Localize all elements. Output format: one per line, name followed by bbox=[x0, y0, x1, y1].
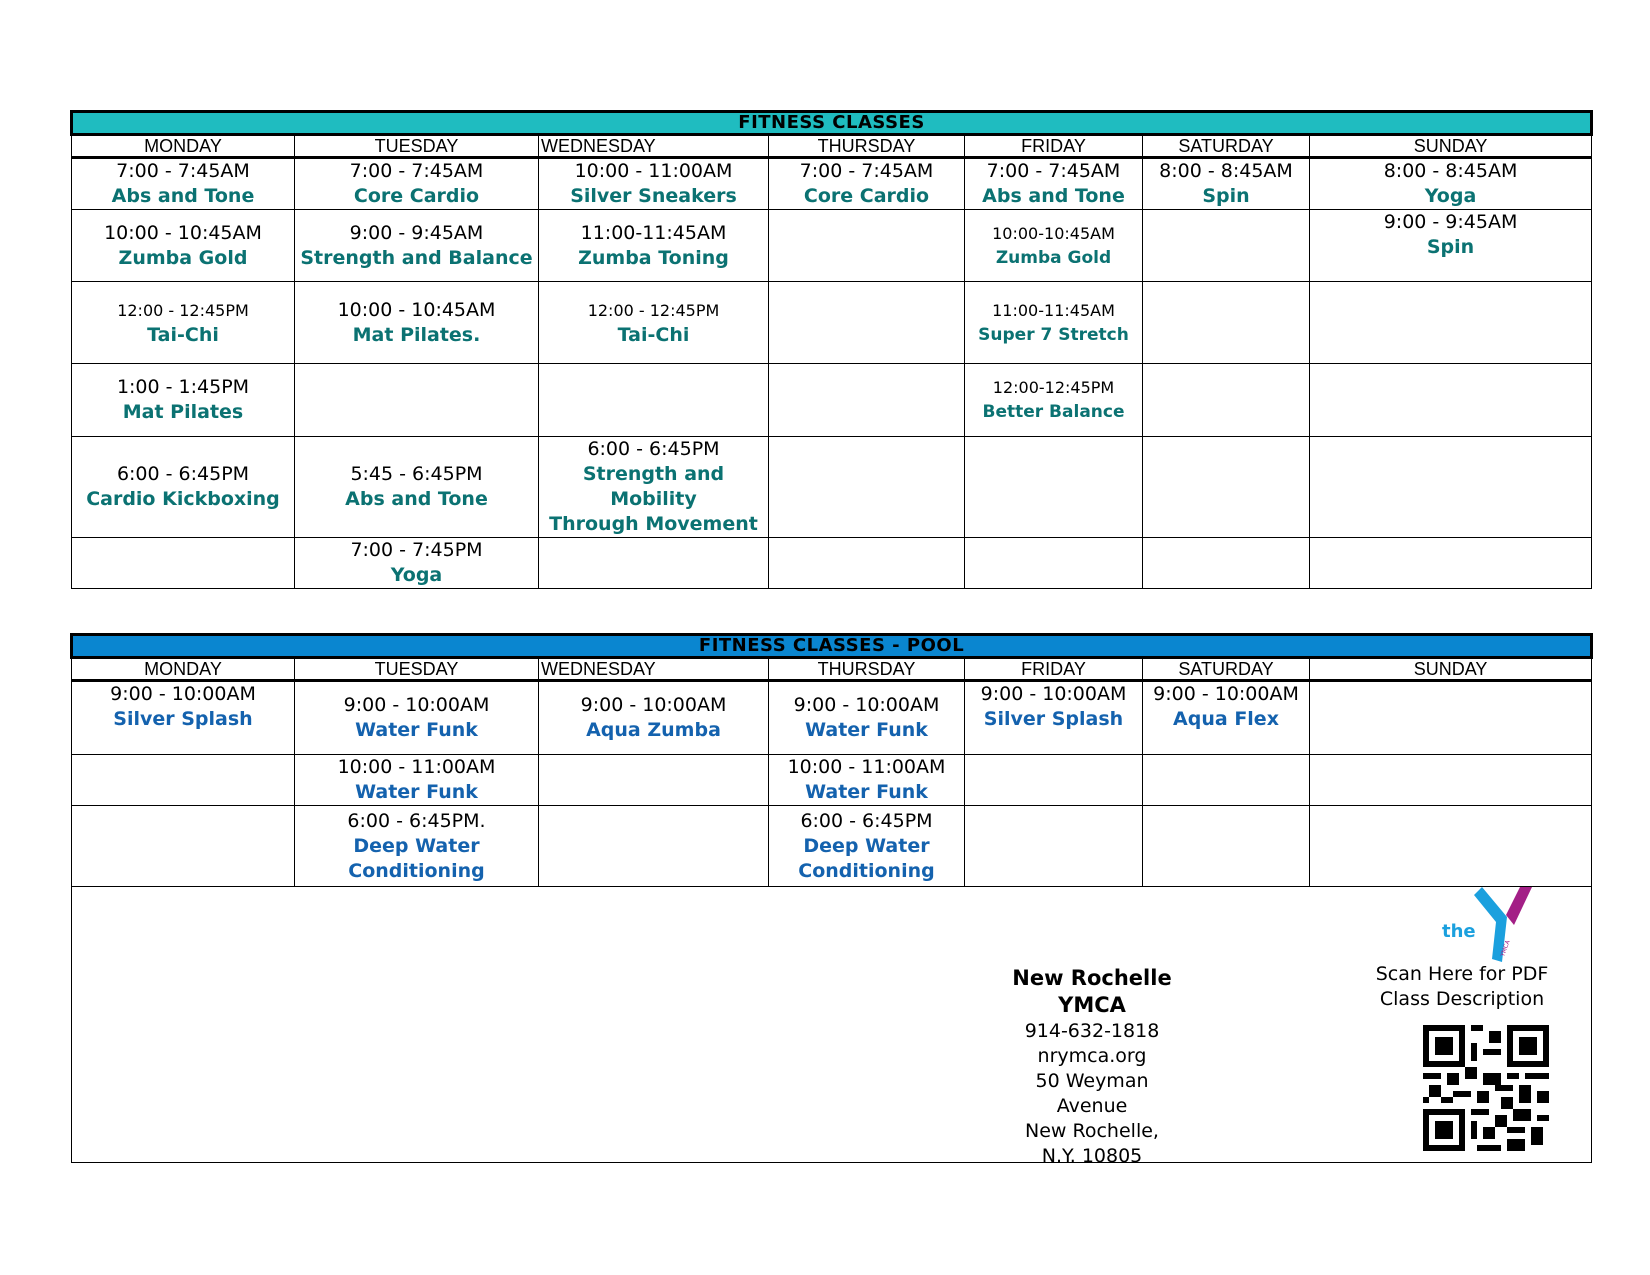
fitness-classes-table bbox=[70, 110, 1593, 589]
class-cell bbox=[72, 437, 295, 538]
empty-cell bbox=[1310, 282, 1592, 364]
class-name: Spin bbox=[1202, 185, 1250, 207]
empty-cell bbox=[72, 806, 295, 887]
class-cell bbox=[539, 681, 769, 755]
class-name: Core Cardio bbox=[803, 185, 930, 207]
class-cell bbox=[295, 755, 539, 806]
day-tuesday: TUESDAY bbox=[295, 658, 539, 681]
day-wednesday: WEDNESDAY bbox=[539, 658, 769, 681]
logo-text: the bbox=[1442, 921, 1476, 942]
empty-cell bbox=[1310, 437, 1592, 538]
class-name: Zumba Toning bbox=[578, 246, 729, 269]
table-row bbox=[72, 210, 1592, 282]
class-cell bbox=[965, 282, 1143, 364]
empty-cell bbox=[539, 538, 769, 589]
footer-panel bbox=[72, 887, 1592, 1163]
empty-cell bbox=[1310, 755, 1592, 806]
class-name: Aqua Flex bbox=[1173, 708, 1279, 730]
empty-cell bbox=[1143, 210, 1310, 282]
class-time: 10:00 - 11:00AM bbox=[574, 160, 733, 182]
day-monday: MONDAY bbox=[72, 135, 295, 158]
class-name: Spin bbox=[1426, 236, 1475, 258]
logo-small-text: YMCA bbox=[1499, 939, 1512, 958]
class-cell bbox=[72, 210, 295, 282]
day-saturday: SATURDAY bbox=[1143, 135, 1310, 158]
empty-cell bbox=[965, 755, 1143, 806]
pool-classes-table bbox=[70, 633, 1593, 1163]
class-name: Abs and Tone bbox=[111, 185, 255, 207]
class-cell bbox=[769, 681, 965, 755]
class-time: 6:00 - 6:45PM bbox=[587, 438, 720, 460]
class-name: Deep Water bbox=[353, 834, 480, 857]
class-name: Silver Splash bbox=[113, 708, 253, 730]
class-cell bbox=[965, 364, 1143, 437]
class-name: Strength and Mobility bbox=[582, 463, 725, 510]
org-name: YMCA bbox=[1058, 993, 1126, 1017]
class-time: 12:00-12:45PM bbox=[992, 378, 1115, 397]
scan-line: Class Description bbox=[1379, 988, 1545, 1010]
class-name: Zumba Gold bbox=[118, 246, 248, 269]
class-time: 9:00 - 9:45AM bbox=[349, 221, 484, 244]
class-cell bbox=[539, 282, 769, 364]
day-friday: FRIDAY bbox=[965, 135, 1143, 158]
table-row bbox=[72, 158, 1592, 210]
class-time: 12:00 - 12:45PM bbox=[117, 300, 249, 320]
class-name: Silver Sneakers bbox=[570, 185, 737, 207]
class-cell bbox=[295, 210, 539, 282]
class-name: Conditioning bbox=[348, 859, 485, 882]
class-cell bbox=[965, 158, 1143, 210]
class-cell bbox=[539, 437, 769, 538]
empty-cell bbox=[72, 538, 295, 589]
table-row bbox=[72, 681, 1592, 755]
empty-cell bbox=[1310, 806, 1592, 887]
class-cell bbox=[295, 437, 539, 538]
class-name: Abs and Tone bbox=[345, 488, 488, 510]
empty-cell bbox=[539, 755, 769, 806]
class-name: Yoga bbox=[390, 564, 443, 586]
empty-cell bbox=[769, 364, 965, 437]
class-time: 9:00 - 10:00AM bbox=[1153, 683, 1299, 705]
class-name: Cardio Kickboxing bbox=[86, 488, 280, 510]
class-name: Through Movement bbox=[549, 513, 758, 535]
day-saturday: SATURDAY bbox=[1143, 658, 1310, 681]
class-cell bbox=[295, 158, 539, 210]
day-sunday: SUNDAY bbox=[1310, 658, 1592, 681]
table-row bbox=[72, 806, 1592, 887]
class-cell bbox=[539, 158, 769, 210]
class-name: Zumba Gold bbox=[995, 247, 1112, 268]
class-time: 5:45 - 6:45PM bbox=[350, 463, 483, 485]
class-name: Super 7 Stretch bbox=[978, 324, 1129, 345]
empty-cell bbox=[769, 210, 965, 282]
org-name: New Rochelle bbox=[1012, 966, 1172, 990]
class-time: 10:00 - 10:45AM bbox=[337, 298, 496, 321]
class-name: Strength and Balance bbox=[300, 246, 533, 269]
class-cell bbox=[1310, 158, 1592, 210]
class-cell bbox=[965, 210, 1143, 282]
class-name: Tai-Chi bbox=[617, 323, 690, 346]
class-time: 7:00 - 7:45AM bbox=[349, 160, 484, 182]
class-name: Tai-Chi bbox=[147, 323, 219, 346]
address: 50 Weyman bbox=[1035, 1070, 1149, 1092]
day-wednesday: WEDNESDAY bbox=[539, 135, 769, 158]
class-name: Mat Pilates bbox=[122, 401, 244, 423]
class-time: 9:00 - 9:45AM bbox=[1383, 211, 1518, 233]
class-cell bbox=[295, 538, 539, 589]
class-cell bbox=[72, 364, 295, 437]
day-friday: FRIDAY bbox=[965, 658, 1143, 681]
class-time: 7:00 - 7:45PM bbox=[350, 539, 483, 561]
class-name: Deep Water bbox=[803, 834, 930, 857]
class-name: Core Cardio bbox=[353, 185, 480, 207]
empty-cell bbox=[965, 437, 1143, 538]
empty-cell bbox=[1143, 282, 1310, 364]
empty-cell bbox=[1310, 538, 1592, 589]
day-sunday: SUNDAY bbox=[1310, 135, 1592, 158]
empty-cell bbox=[965, 538, 1143, 589]
empty-cell bbox=[769, 282, 965, 364]
empty-cell bbox=[1143, 538, 1310, 589]
qr-code-icon[interactable] bbox=[1422, 1025, 1550, 1151]
phone-number: 914-632-1818 bbox=[1024, 1020, 1160, 1042]
address: Avenue bbox=[1056, 1095, 1128, 1117]
class-time: 11:00-11:45AM bbox=[580, 221, 727, 244]
class-cell bbox=[295, 681, 539, 755]
table-row bbox=[72, 437, 1592, 538]
city: New Rochelle, bbox=[1025, 1120, 1159, 1142]
class-time: 10:00 - 11:00AM bbox=[787, 756, 946, 778]
class-cell bbox=[539, 210, 769, 282]
class-name: Mat Pilates. bbox=[352, 323, 481, 346]
day-monday: MONDAY bbox=[72, 658, 295, 681]
class-name: Yoga bbox=[1424, 185, 1477, 207]
scan-line: Scan Here for PDF bbox=[1375, 963, 1549, 985]
class-name: Better Balance bbox=[982, 402, 1125, 422]
empty-cell bbox=[1143, 437, 1310, 538]
class-cell bbox=[72, 681, 295, 755]
empty-cell bbox=[1310, 364, 1592, 437]
class-name: Silver Splash bbox=[983, 708, 1124, 730]
class-time: 9:00 - 10:00AM bbox=[980, 683, 1127, 705]
empty-cell bbox=[295, 364, 539, 437]
empty-cell bbox=[72, 755, 295, 806]
class-name: Water Funk bbox=[805, 719, 928, 741]
website: nrymca.org bbox=[1037, 1045, 1147, 1067]
class-time: 11:00-11:45AM bbox=[992, 300, 1115, 320]
class-time: 7:00 - 7:45AM bbox=[116, 160, 250, 182]
class-time: 6:00 - 6:45PM bbox=[800, 809, 933, 832]
scan-instructions bbox=[1372, 962, 1552, 1012]
empty-cell bbox=[539, 806, 769, 887]
day-thursday: THURSDAY bbox=[769, 135, 965, 158]
class-name: Aqua Zumba bbox=[586, 719, 721, 741]
empty-cell bbox=[769, 437, 965, 538]
empty-cell bbox=[539, 364, 769, 437]
class-time: 9:00 - 10:00AM bbox=[793, 694, 940, 716]
class-name: Conditioning bbox=[798, 859, 935, 882]
empty-cell bbox=[1143, 364, 1310, 437]
day-thursday: THURSDAY bbox=[769, 658, 965, 681]
class-cell bbox=[295, 806, 539, 887]
table-row bbox=[72, 538, 1592, 589]
pool-title: FITNESS CLASSES - POOL bbox=[72, 635, 1592, 658]
class-time: 7:00 - 7:45AM bbox=[986, 160, 1121, 182]
class-cell bbox=[965, 681, 1143, 755]
class-time: 6:00 - 6:45PM. bbox=[347, 809, 486, 832]
empty-cell bbox=[1310, 681, 1592, 755]
class-time: 7:00 - 7:45AM bbox=[799, 160, 934, 182]
class-time: 10:00-10:45AM bbox=[992, 223, 1115, 243]
class-cell bbox=[769, 806, 965, 887]
table-row bbox=[72, 282, 1592, 364]
city: N.Y. 10805 bbox=[1041, 1145, 1143, 1163]
class-name: Water Funk bbox=[355, 781, 478, 803]
class-time: 8:00 - 8:45AM bbox=[1383, 160, 1518, 182]
class-name: Water Funk bbox=[805, 781, 928, 803]
class-cell bbox=[1143, 158, 1310, 210]
class-time: 9:00 - 10:00AM bbox=[580, 694, 727, 716]
ymca-logo-icon bbox=[1422, 887, 1552, 967]
table-row bbox=[72, 755, 1592, 806]
class-time: 12:00 - 12:45PM bbox=[587, 300, 720, 320]
class-time: 6:00 - 6:45PM bbox=[116, 463, 250, 485]
class-time: 1:00 - 1:45PM bbox=[116, 376, 250, 398]
empty-cell bbox=[769, 538, 965, 589]
empty-cell bbox=[965, 806, 1143, 887]
class-cell bbox=[72, 282, 295, 364]
table-row bbox=[72, 364, 1592, 437]
class-cell bbox=[295, 282, 539, 364]
class-time: 9:00 - 10:00AM bbox=[110, 683, 256, 705]
empty-cell bbox=[1143, 806, 1310, 887]
class-cell bbox=[1143, 681, 1310, 755]
day-tuesday: TUESDAY bbox=[295, 135, 539, 158]
class-time: 10:00 - 10:45AM bbox=[104, 221, 262, 244]
class-cell bbox=[72, 158, 295, 210]
class-cell bbox=[769, 158, 965, 210]
class-name: Abs and Tone bbox=[982, 185, 1125, 207]
class-name: Water Funk bbox=[355, 719, 478, 741]
class-cell bbox=[1310, 210, 1592, 282]
fitness-title: FITNESS CLASSES bbox=[72, 112, 1592, 135]
class-time: 8:00 - 8:45AM bbox=[1159, 160, 1293, 182]
empty-cell bbox=[1143, 755, 1310, 806]
class-cell bbox=[769, 755, 965, 806]
class-time: 10:00 - 11:00AM bbox=[337, 756, 496, 778]
ymca-contact bbox=[1007, 965, 1177, 1163]
class-time: 9:00 - 10:00AM bbox=[343, 694, 490, 716]
